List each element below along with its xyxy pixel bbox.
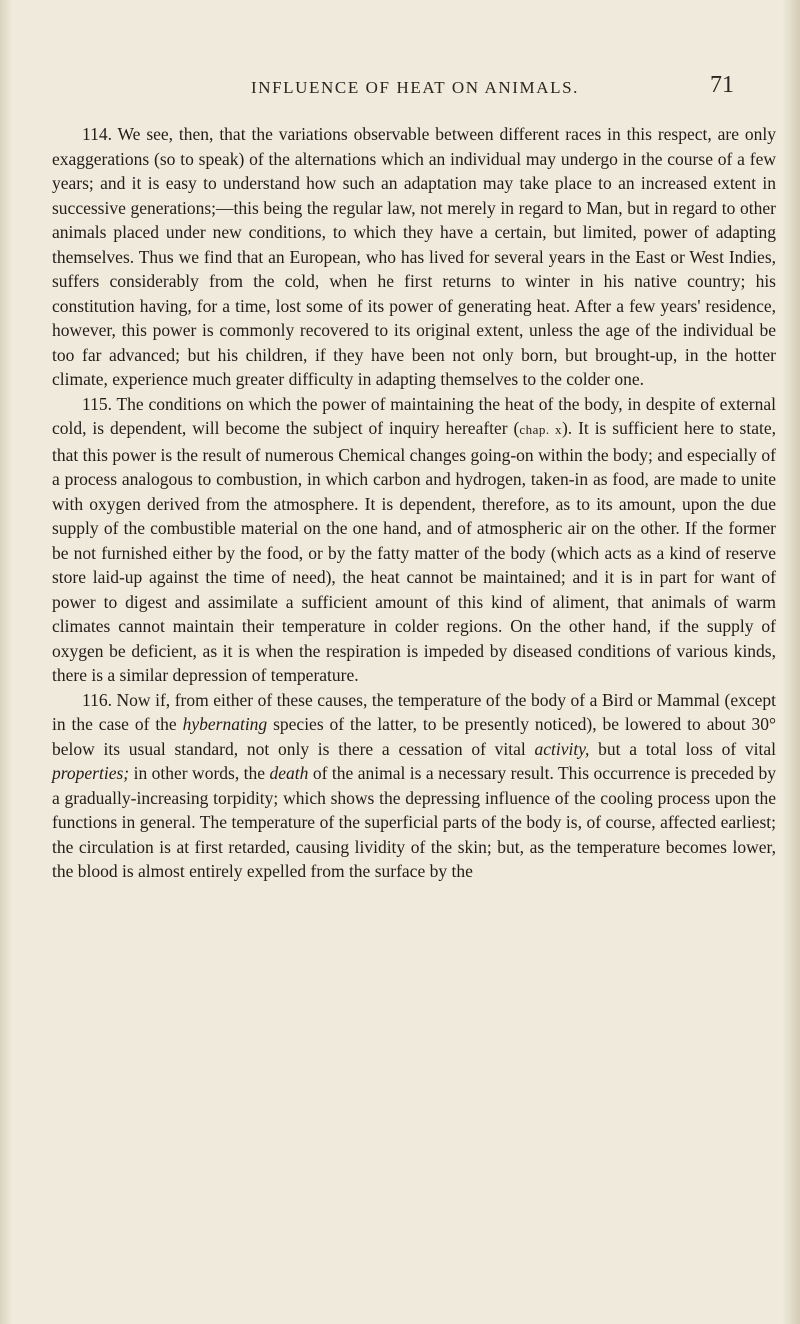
paragraph-116-text-1: 116. Now if, from either of these causes, the temperature of the body of a Bird or Mammal (except in the case of the [52,689,776,734]
paragraph-116-text-5: of the animal is a necessary result. This occurrence is preceded by a gradually-increasing torpidity; which shows the depressing influence of the cooling process upon the functions in general. The temperature of the superficial parts of the body is, of course, affected earliest; the circulation is at first retarded, causing lividity of the skin; but, as the temperature becomes lower, the blood is almost entirely expelled from the surface by the [52,763,776,881]
page-edge-shadow-left [0,0,12,1324]
paragraph-115-text-a: 115. The conditions on which the power of maintaining the heat of the body, in despite of external cold, is dependent, will become the subject of inquiry hereafter ( [52,393,776,438]
page-edge-shadow-right [782,0,800,1324]
paragraph-116 [52,688,776,884]
body-text [52,122,776,884]
italic-death: death [269,763,309,783]
italic-activity: activity, [534,738,590,759]
page-number: 71 [710,72,734,98]
paragraph-116-text-2: species of the latter, to be presently noticed), be lowered to about 30° below its usual standard, not only is there a cessation of vital [52,714,776,759]
chapter-reference: chap. x [519,422,562,437]
paragraph-116-text-4: in other words, the [129,763,270,783]
italic-properties: properties; [52,763,130,783]
running-title: INFLUENCE OF HEAT ON ANIMALS. [250,78,579,97]
page-header [0,72,800,106]
paragraph-115-text-b: ). It is sufficient here to state, that this power is the result of numerous Chemical changes going-on within the body; and especially of a process analogous to combustion, in which carbon and hydrogen, taken-in as food, are made to unite with oxygen derived from the atmosphere. It is dependent, therefore, as to its amount, upon the due supply of the combustible material on the one hand, and of atmospheric air on the other. If the former be not furnished either by the food, or by the fatty matter of the body (which acts as a kind of reserve store laid-up against the time of need), the heat cannot be maintained; and it is in part for want of power to digest and assimilate a sufficient amount of this kind of aliment, that animals of warm climates cannot maintain their temperature in colder regions. On the other hand, if the supply of oxygen be deficient, as it is when the respiration is impeded by diseased conditions of various kinds, there is a similar depression of temperature. [52,418,776,685]
paragraph-114: 114. We see, then, that the variations observable between different races in this respect, are only exaggerations (so to speak) of the alternations which an individual may undergo in the course of a few years; and it is easy to understand how such an adaptation may take place to an increased extent in successive generations;—this being the regular law, not merely in regard to Man, but in regard to other animals placed under new conditions, to which they have a certain, but limited, power of adapting themselves. Thus we find that an European, who has lived for several years in the East or West Indies, suffers considerably from the cold, when he first returns to winter in his native country; his constitution having, for a time, lost some of its power of generating heat. After a few years' residence, however, this power is commonly recovered to its original extent, unless the age of the individual be too far advanced; but his children, if they have been not only born, but brought-up, in the hotter climate, experience much greater difficulty in adapting themselves to the colder one. [52,124,776,389]
paragraph-115 [52,392,776,688]
paragraph-116-text-3: but a total loss of vital [589,738,776,759]
italic-hybernating: hybernating [182,714,268,734]
